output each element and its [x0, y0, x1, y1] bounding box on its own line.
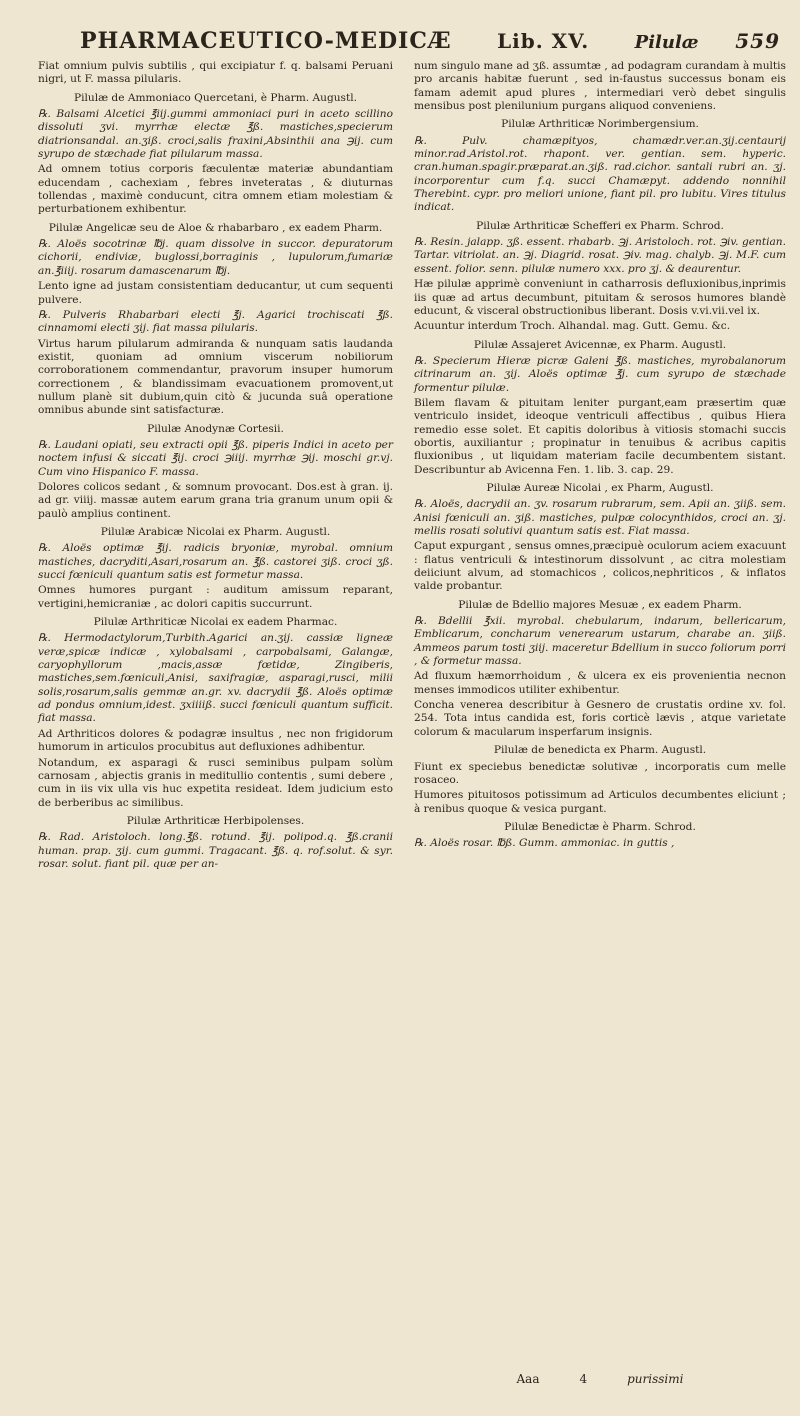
recipe-text: ℞. Pulveris Rhabarbari electi ℥j. Agarici trochiscati ℥ß. cinnamomi electi ʒij. fiat massa pilularis.: [38, 308, 393, 335]
recipe-text: ℞. Aloës optimæ ℥ij. radicis bryoniæ, myrobal. omnium mastiches, dacryditi,Asari,rosarum an. ℥ß. castorei ʒiß. croci ʒß. succi fœniculi quantum satis est formetur massa.: [38, 542, 393, 582]
paragraph: Caput expurgant , sensus omnes,præcipuè oculorum aciem exacuunt : flatus ventriculi & intestinorum dissolvunt , ac citra molestiam deiiciunt alvum, ad stomachicos , colicos,nephriticos , & inflatos valde probantur.: [414, 540, 786, 593]
recipe-text: ℞. Hermodactylorum,Turbith.Agarici an.ʒij. cassiæ ligneæ veræ,spicæ indicæ , xylobalsami , carpobalsami, Galangæ, caryophyllorum ,macis,assæ fœtidæ, Zingiberis, mastiches,sem.fœniculi,Anisi, saxifragiæ, asparagi,rusci, milii solis,rosarum,salis gemmæ an.gr. xv. dacrydii ℥ß. Aloës optimæ ad pondus omnium,idest. ʒxiiiiß. succi fœniculi quantum sufficit. fiat massa.: [38, 632, 393, 725]
recipe-text: ℞. Pulv. chamæpityos, chamædr.ver.an.ʒij.centaurij minor.rad.Aristol.rot. rhapont. ver. gentian. sem. hyperic. cran.human.spagir.præparat.an.ʒiß. rad.cichor. santali rubri an. ʒj. incorporentur cum f.q. succi Chamæpyt. addendo nonnihil Therebint. cypr. pro meliori unione, fiant pil. pro lubitu. Vires titulus indicat.: [414, 134, 786, 214]
paragraph: Ad omnem totius corporis fæculentæ materiæ abundantiam educendam , cachexiam , febres inveteratas , & diuturnas tollendas , maximè conducunt, citra omnem etiam molestiam & perturbationem exhibentur.: [38, 163, 393, 216]
recipe-text: ℞. Laudani opiati, seu extracti opii ℥ß. piperis Indici in aceto per noctem infusi & siccati ℥ij. croci ℈iiij. myrrhæ ℈ij. moschi gr.vj. Cum vino Hispanico F. massa.: [38, 438, 393, 478]
recipe-text: ℞. Aloës rosar. ℔ß. Gumm. ammoniac. in guttis ,: [414, 837, 675, 850]
recipe-text: ℞. Specierum Hieræ picræ Galeni ℥ß. mastiches, myrobalanorum citrinarum an. ʒij. Aloës optimæ ℥j. cum syrupo de stæchade formentur pilulæ.: [414, 354, 786, 394]
section-title: Pilulæ Arthriticæ Herbipolenses.: [126, 814, 305, 827]
page-footer: [414, 1372, 786, 1386]
paragraph: Omnes humores purgant : auditum amissum reparant, vertigini,hemicraniæ , ac dolori capitis succurrunt.: [38, 584, 393, 610]
recipe-text: ℞. Resin. jalapp. ʒß. essent. rhabarb. ℈j. Aristoloch. rot. ℈iv. gentian. Tartar. vitriolat. an. ℈j. Diagrid. rosat. ℈iv. mag. chalyb. ℈j. M.F. cum essent. folior. senn. pilulæ numero xxx. pro ʒj. & deaurentur.: [414, 236, 786, 275]
recipe-text: ℞. Aloës, dacrydii an. ʒv. rosarum rubrarum, sem. Apii an. ʒiiß. sem. Anisi fœniculi an. ʒiß. mastiches, pulpæ colocynthidos, croci an. ʒj. mellis rosati solutivi quantum satis est. Fiat massa.: [414, 498, 786, 537]
catchword: purissimi: [627, 1372, 684, 1386]
signature-mark: Aaa: [516, 1372, 540, 1386]
section-title: Pilulæ Aureæ Nicolai , ex Pharm, Augustl.: [486, 481, 714, 494]
recipe-text: ℞. Rad. Aristoloch. long.℥ß. rotund. ℥ij. polipod.q. ℥ß.cranii human. prap. ʒij. cum gummi. Tragacant. ℥ß. q. rof.solut. & syr. rosar. solut. fiant pil. quæ per an-: [38, 831, 393, 870]
section-title: Pilulæ Anodynæ Cortesii.: [147, 422, 284, 435]
signature-number: 4: [579, 1372, 588, 1386]
recipe-text: ℞. Aloës socotrinæ ℔j. quam dissolve in succor. depuratorum cichorii, endiviæ, buglossi,borraginis , lupulorum,fumariæ an.℥iiij. rosarum damascenarum ℔j.: [38, 238, 393, 277]
section-title: Pilulæ Assajeret Avicennæ, ex Pharm. Augustl.: [473, 338, 727, 351]
paragraph: Dolores colicos sedant , & somnum provocant. Dos.est à gran. ij. ad gr. viiij. massæ autem earum grana tria granum unum opii & paulò amplius continent.: [38, 480, 393, 520]
paragraph: Concha venerea describitur à Gesnero de crustatis ordine xv. fol. 254. Tota intus candida est, foris corticè lævis , atque varietate colorum & macularum insperfarum insignis.: [414, 699, 786, 738]
paragraph: Notandum, ex asparagi & rusci seminibus pulpam solùm carnosam , abjectis granis in meditullio contentis , sumi debere , cum in iis vix ulla vis huc expetita resideat. Idem judicium esto de berberibus ac similibus.: [38, 756, 393, 809]
recipe-text: ℞. Bdellii ℥xii. myrobal. chebularum, indarum, bellericarum, Emblicarum, concharum venerearum ustarum, charabe an. ʒiiß. Ammeos parum tosti ʒiij. maceretur Bdellium in succo foliorum porri , & formetur massa.: [414, 615, 786, 668]
header-book: Lib. XV.: [497, 29, 590, 53]
section-title: Pilulæ Arthriticæ Nicolai ex eadem Pharmac.: [93, 616, 338, 629]
section-title: Pilulæ Arabicæ Nicolai ex Pharm. Augustl.: [100, 526, 331, 538]
paragraph: Ad fluxum hæmorrhoidum , & ulcera ex eis provenientia necnon menses immodicos utiliter exhibentur.: [414, 670, 786, 696]
page-number: 559: [735, 29, 780, 53]
left-column: [38, 60, 393, 873]
paragraph: Acuuntur interdum Troch. Alhandal. mag. Gutt. Gemu. &c.: [414, 320, 731, 333]
paragraph: Fiat omnium pulvis subtilis , qui excipiatur f. q. balsami Peruani nigri, ut F. massa pilularis.: [38, 60, 393, 86]
section-title: Pilulæ de Ammoniaco Quercetani, è Pharm. Augustl.: [73, 91, 358, 104]
section-title: Pilulæ de benedicta ex Pharm. Augustl.: [493, 744, 707, 757]
paragraph: Hæ pilulæ apprimè conveniunt in catharrosis defluxionibus,inprimis iis quæ ad artus decumbunt, pituitam & serosos humores blandè educunt, & visceral obstructionibus liberant. Dosis v.vi.vii.vel ix.: [414, 278, 786, 317]
paragraph: Ad Arthriticos dolores & podagræ insultus , nec non frigidorum humorum in articulos procubitus aut defluxiones adhibentur.: [38, 727, 393, 754]
section-title: Pilulæ Angelicæ seu de Aloe & rhabarbaro , ex eadem Pharm.: [48, 221, 383, 234]
paragraph: Humores pituitosos potissimum ad Articulos decumbentes eliciunt ; à renibus quoque & vesica purgant.: [414, 789, 786, 815]
paragraph: num singulo mane ad ʒß. assumtæ , ad podagram curandam à multis pro arcanis habitæ fuerunt , sed in-faustus successus bonam eis famam ademit apud plures , intermediari verò debet singulis mensibus post plenilunium purgans aliquod conveniens.: [414, 60, 786, 113]
paragraph: Lento igne ad justam consistentiam deducantur, ut cum sequenti pulvere.: [38, 280, 393, 306]
right-column: [414, 60, 786, 853]
section-title: Pilulæ Arthriticæ Norimbergensium.: [501, 118, 699, 131]
header-title: PHARMACEUTICO-MEDICÆ: [80, 28, 452, 54]
section-title: Pilulæ Arthriticæ Schefferi ex Pharm. Schrod.: [476, 219, 724, 232]
section-title: Pilulæ Benedictæ è Pharm. Schrod.: [504, 820, 696, 833]
recipe-text: ℞. Balsami Alcetici ℥iij.gummi ammoniaci puri in aceto scillino dissoluti ʒvi. myrrhæ electæ ℥ß. mastiches,specierum diatrionsandal. an.ʒiß. croci,salis fraxini,Absinthii ana ℈ij. cum syrupo de stæchade fiat pilularum massa.: [38, 108, 393, 161]
paragraph: Virtus harum pilularum admiranda & nunquam satis laudanda existit, quoniam ad omnium viscerum nobiliorum corroborationem commendantur, pravorum insuper humorum correctionem , & blandissimam evacuationem promovent,ut nullum planè sit dubium,quin citò & jucunda suâ operatione omnibus abunde sint satisfacturæ.: [38, 337, 393, 417]
running-header: [80, 28, 780, 62]
paragraph: Bilem flavam & pituitam leniter purgant,eam præsertim quæ ventriculo insidet, ideoque ventriculi affectibus , quibus Hiera remedio esse solet. Et capitis doloribus à vitiosis stomachi succis obortis, auxiliantur ; propinatur in tenuibus & acribus capitis fluxionibus , ut liquidam materiam facile decumbentem sistant. Describuntur ab Avicenna Fen. 1. lib. 3. cap. 29.: [414, 396, 786, 476]
header-section: Pilulæ: [634, 32, 699, 53]
paragraph: Fiunt ex speciebus benedictæ solutivæ , incorporatis cum melle rosaceo.: [414, 760, 786, 786]
section-title: Pilulæ de Bdellio majores Mesuæ , ex eadem Pharm.: [458, 598, 742, 611]
